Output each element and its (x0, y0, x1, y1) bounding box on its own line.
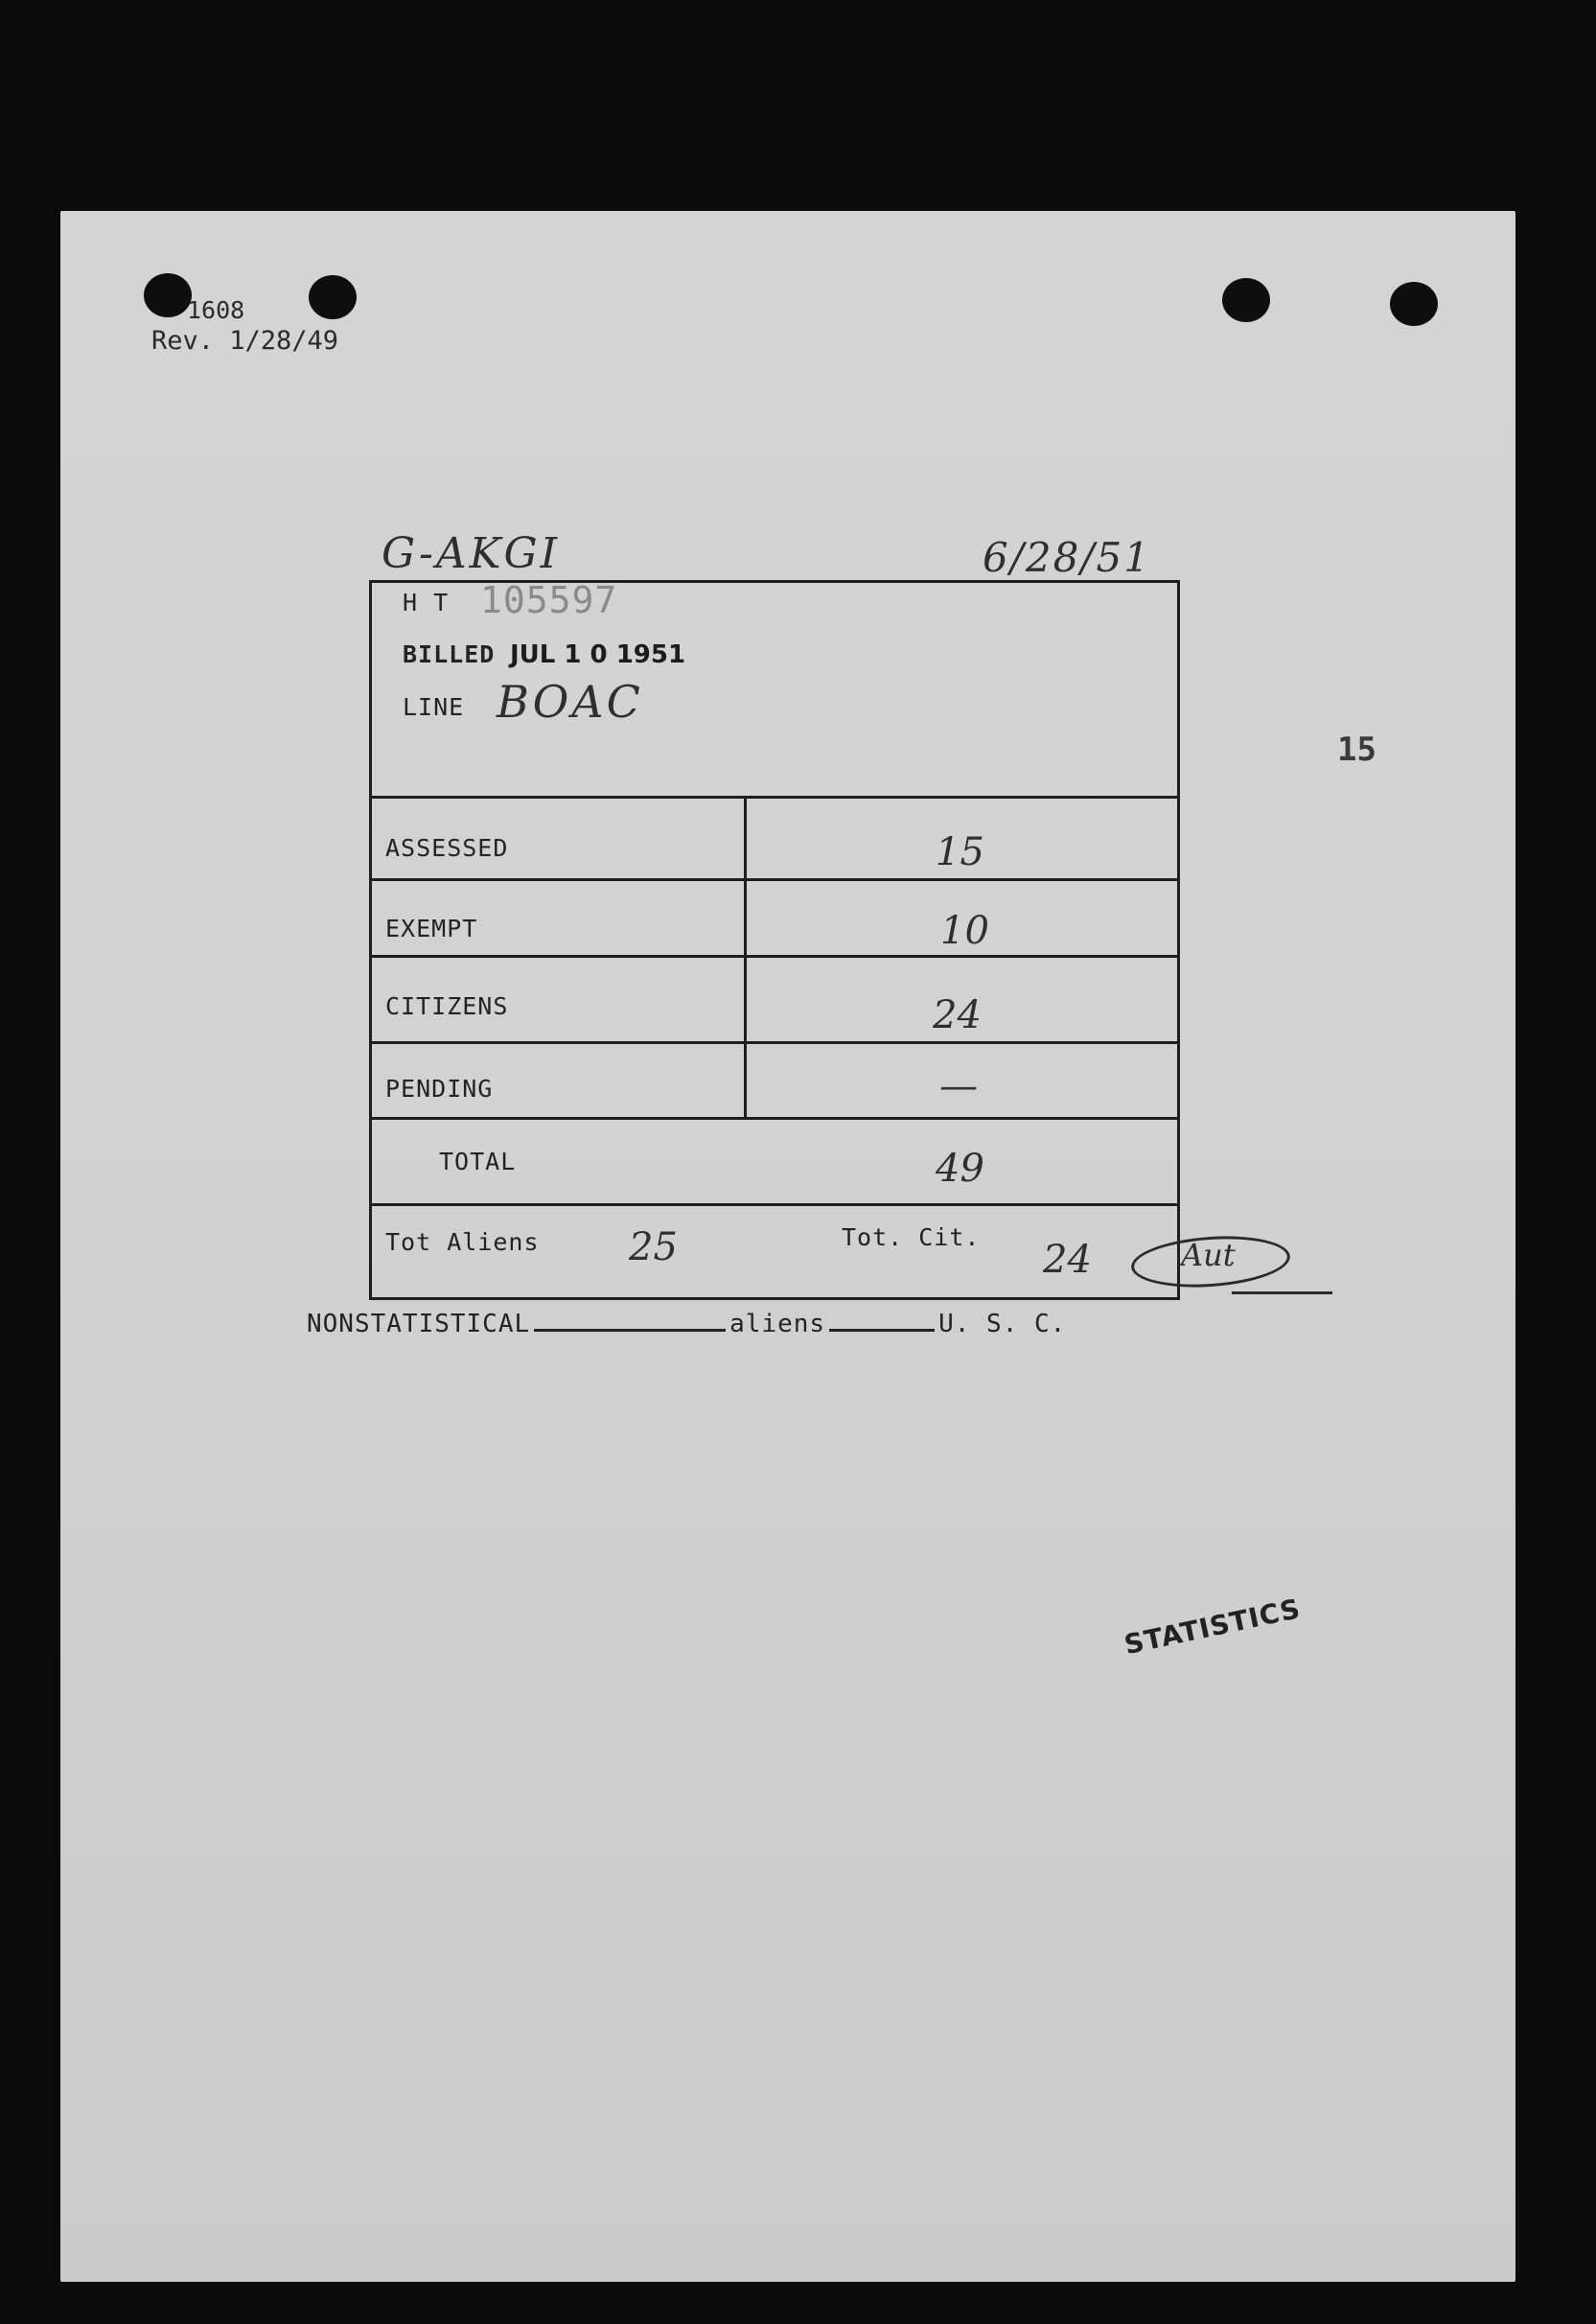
handwritten-date: 6/28/51 (983, 534, 1151, 581)
tot-aliens-label: Tot Aliens (385, 1228, 540, 1256)
flight-registration: G-AKGI (382, 529, 561, 578)
punch-hole-1 (144, 273, 192, 317)
margin-number: 15 (1337, 731, 1376, 769)
exempt-value: 10 (940, 909, 989, 953)
pending-value: — (939, 1064, 978, 1108)
nonstatistical-line (307, 1310, 1066, 1338)
ht-number: 105597 (480, 579, 618, 621)
billed-date: JUL 1 0 1951 (510, 640, 686, 669)
form-code: 1608 (187, 296, 245, 324)
billed-label: BILLED (403, 640, 496, 668)
initials-text: Aut (1181, 1237, 1236, 1273)
punch-hole-2 (309, 275, 357, 319)
punch-hole-3 (1222, 278, 1270, 322)
line-value: BOAC (497, 676, 643, 728)
nonstatistical-label: NONSTATISTICAL (307, 1310, 531, 1338)
citizens-value: 24 (933, 993, 982, 1037)
total-label: TOTAL (439, 1148, 517, 1175)
exempt-label: EXEMPT (385, 915, 478, 942)
form-revision: Rev. 1/28/49 (151, 326, 339, 356)
ht-label: H T (403, 589, 450, 616)
initials-underline (1232, 1291, 1332, 1294)
tot-aliens-value: 25 (629, 1225, 678, 1269)
form-box (369, 580, 1180, 1300)
blank-2 (829, 1329, 935, 1332)
pending-label: PENDING (385, 1075, 494, 1103)
statistics-stamp: STATISTICS (1122, 1592, 1304, 1662)
tot-cit-label: Tot. Cit. (842, 1223, 981, 1251)
punch-hole-4 (1390, 282, 1438, 326)
assessed-value: 15 (936, 830, 984, 874)
line-label: LINE (403, 693, 465, 721)
tot-cit-value: 24 (1043, 1238, 1092, 1282)
aliens-label: aliens (729, 1310, 826, 1338)
assessed-label: ASSESSED (385, 834, 509, 862)
usc-label: U. S. C. (938, 1310, 1067, 1338)
blank-1 (534, 1329, 726, 1332)
total-value: 49 (936, 1147, 984, 1191)
citizens-label: CITIZENS (385, 992, 509, 1020)
